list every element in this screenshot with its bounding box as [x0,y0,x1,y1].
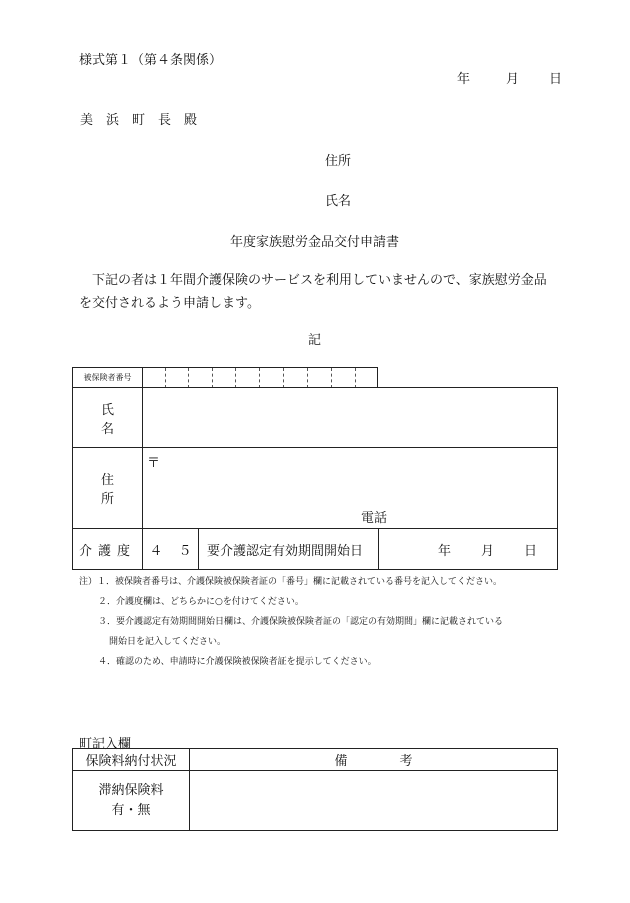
date-month-label: 月 [506,72,520,87]
note-2: ２．介護度欄は、どちらかに○を付けてください。 [98,597,304,607]
document-title: 年度家族慰労金品交付申請書 [230,235,400,250]
note-3b: 開始日を記入してください。 [109,637,227,647]
name-field[interactable] [143,388,558,448]
notes [79,572,559,672]
name-row-label: 氏名 [73,388,143,448]
application-date [457,68,562,87]
insured-number-digit-divider [355,368,356,388]
arrears-options[interactable]: 有・無 [111,802,151,818]
ki-heading: 記 [308,333,322,348]
arrears-cell [73,771,190,831]
payment-status-header: 保険料納付状況 [73,749,190,771]
insured-number-digit-divider [235,368,236,388]
start-date-field[interactable] [379,529,558,570]
insured-number-digit-divider [188,368,189,388]
request-statement: 下記の者は１年間介護保険のサービスを利用していませんので、家族慰労金品を交付されるよう申請します。 [79,273,547,311]
insured-number-digit-divider [307,368,308,388]
note-1 [79,572,559,592]
insured-number-digit-divider [259,368,260,388]
applicant-name-label: 氏名 [325,194,352,209]
insured-number-row [72,367,378,387]
care-level-4[interactable]: ４ [149,543,163,559]
form-number: 様式第１（第４条関係） [79,53,223,68]
start-date-day: 日 [524,543,538,559]
care-level-label: 介護度 [73,529,143,570]
applicant-address-label: 住所 [325,154,352,169]
town-section-label: 町記入欄 [79,737,132,752]
remarks-header: 備 考 [190,749,558,771]
date-day-label: 日 [549,72,563,87]
insured-number-digit-divider [165,368,166,388]
date-year-label: 年 [457,72,471,87]
insured-number-digit-divider [331,368,332,388]
start-date-label: 要介護認定有効期間開始日 [199,529,379,570]
town-entry-table [72,748,558,831]
address-field[interactable] [143,448,558,529]
note-3a: ３．要介護認定有効期間開始日欄は、介護保険被保険者証の「認定の有効期間」欄に記載されている [98,617,504,627]
applicant-info-table [72,387,558,570]
postal-mark: 〒 [147,456,161,471]
arrears-label: 滞納保険料 [98,782,164,798]
address-row-label: 住所 [73,448,143,529]
care-level-options[interactable] [143,529,199,570]
note-4: ４．確認のため、申請時に介護保険被保険者証を提示してください。 [98,657,377,667]
note-1-text: 被保険者番号は、介護保険被保険者証の「番号」欄に記載されている番号を記入してください。 [115,577,503,587]
insured-number-label: 被保険者番号 [73,368,143,388]
care-level-5[interactable]: ５ [178,543,192,559]
insured-number-digit-divider [283,368,284,388]
start-date-month: 月 [480,543,494,559]
addressee: 美浜町長殿 [80,113,211,128]
note-prefix: 注）１． [79,577,116,587]
phone-label: 電話 [361,511,388,526]
start-date-year: 年 [437,543,451,559]
remarks-field[interactable] [190,771,558,831]
insured-number-digit-divider [212,368,213,388]
